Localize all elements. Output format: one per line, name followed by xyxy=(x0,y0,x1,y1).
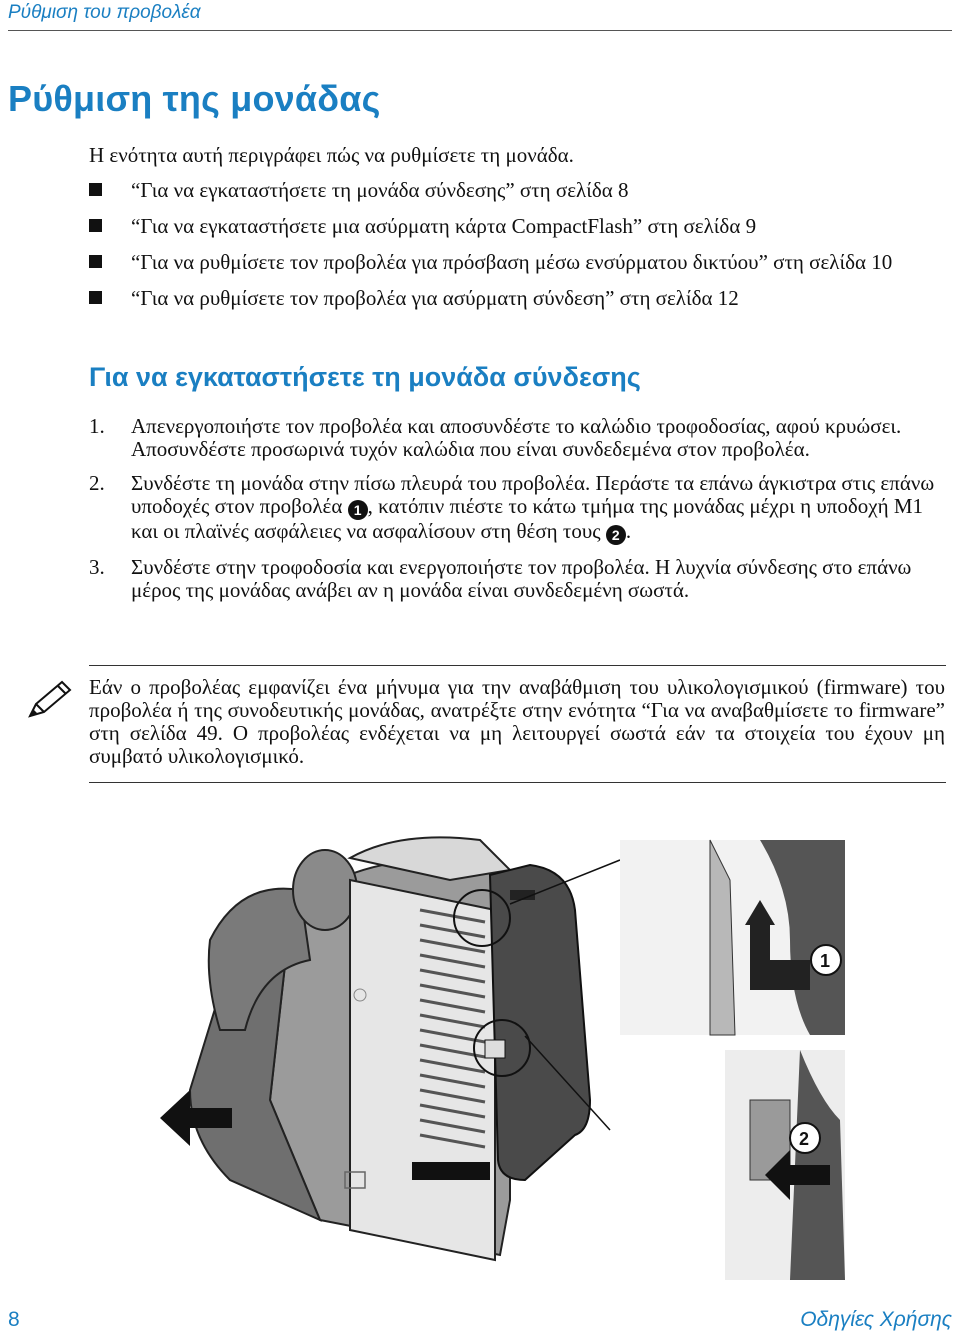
projector-docking-illustration xyxy=(150,800,850,1280)
pencil-note-icon xyxy=(22,676,76,724)
list-item[interactable] xyxy=(89,251,944,274)
step-number: 2. xyxy=(89,471,105,495)
link-list xyxy=(89,179,944,323)
docking-module xyxy=(485,865,590,1180)
list-item[interactable] xyxy=(89,179,944,202)
note-text: Εάν ο προβολέας εμφανίζει ένα μήνυμα για την αναβάθμιση του υλικολογισμικού (firmware) του προβολέα ή της συνοδευτικής μονάδας, ανατρέξτε στην ενότητα “Για να αναβαθμίσετε το firmware” στη σελίδα 49. Ο προβολέας ενδέχεται να μη λειτουργεί σωστά εάν τα στοιχεία του έχουν μη συμβατό υλικολογισμικό. xyxy=(89,675,945,768)
step-item xyxy=(89,472,949,545)
running-header: Ρύθμιση του προβολέα xyxy=(8,2,201,23)
step-text-a: Συνδέστε τη μονάδα στην πίσω πλευρά του προβολέα. Περάστε τα επάνω άγκιστρα στις επάνω υποδοχές στον προβολέα xyxy=(131,471,935,518)
note-rule-bottom xyxy=(89,782,946,783)
step-text: Απενεργοποιήστε τον προβολέα και αποσυνδέστε το καλώδιο τροφοδοσίας, αφού κρυώσει. Αποσυνδέστε προσωρινά τυχόν καλώδια που είναι συνδεδεμένα στον προβολέα. xyxy=(131,414,902,461)
section-title: Ρύθμιση της μονάδας xyxy=(8,78,381,119)
callout-1-icon: 1 xyxy=(348,500,368,520)
list-item[interactable] xyxy=(89,215,944,238)
bullet-square-icon xyxy=(89,255,102,268)
page-number: 8 xyxy=(8,1308,20,1331)
callout-2-icon: 2 xyxy=(606,525,626,545)
subsection-title: Για να εγκαταστήσετε τη μονάδα σύνδεσης xyxy=(89,362,641,392)
step-number: 3. xyxy=(89,555,105,579)
detail-view-1 xyxy=(620,840,845,1035)
note-rule-top xyxy=(89,665,946,666)
xref-link[interactable]: “Για να εγκαταστήσετε μια ασύρματη κάρτα CompactFlash” στη σελίδα 9 xyxy=(131,214,757,238)
figure-callout-2: 2 xyxy=(799,1129,810,1149)
step-text-c: . xyxy=(625,519,632,543)
projector-body xyxy=(190,837,510,1260)
bullet-square-icon xyxy=(89,291,102,304)
book-title: Οδηγίες Χρήσης xyxy=(800,1308,952,1331)
figure-callout-1: 1 xyxy=(820,951,831,971)
step-text-b: , κατόπιν πιέστε το κάτω τμήμα της μονάδας μέχρι η υποδοχή M1 και οι πλαϊνές ασφάλειες να ασφαλίσουν στη θέση τους xyxy=(131,494,923,543)
xref-link[interactable]: “Για να ρυθμίσετε τον προβολέα για ασύρματη σύνδεση” στη σελίδα 12 xyxy=(131,286,739,310)
bullet-square-icon xyxy=(89,183,102,196)
xref-link[interactable]: “Για να ρυθμίσετε τον προβολέα για πρόσβαση μέσω ενσύρματου δικτύου” στη σελίδα 10 xyxy=(131,250,893,274)
step-text: Συνδέστε στην τροφοδοσία και ενεργοποιήστε τον προβολέα. Η λυχνία σύνδεσης στο επάνω μέρος της μονάδας ανάβει αν η μονάδα είναι συνδεδεμένη σωστά. xyxy=(131,555,912,602)
procedure-steps xyxy=(89,415,949,613)
step-item xyxy=(89,415,949,461)
step-number: 1. xyxy=(89,414,105,438)
list-item[interactable] xyxy=(89,287,944,310)
section-intro: Η ενότητα αυτή περιγράφει πώς να ρυθμίσετε τη μονάδα. xyxy=(89,143,574,167)
step-item xyxy=(89,556,949,602)
bullet-square-icon xyxy=(89,219,102,232)
header-rule xyxy=(8,30,952,31)
xref-link[interactable]: “Για να εγκαταστήσετε τη μονάδα σύνδεσης” στη σελίδα 8 xyxy=(131,178,629,202)
